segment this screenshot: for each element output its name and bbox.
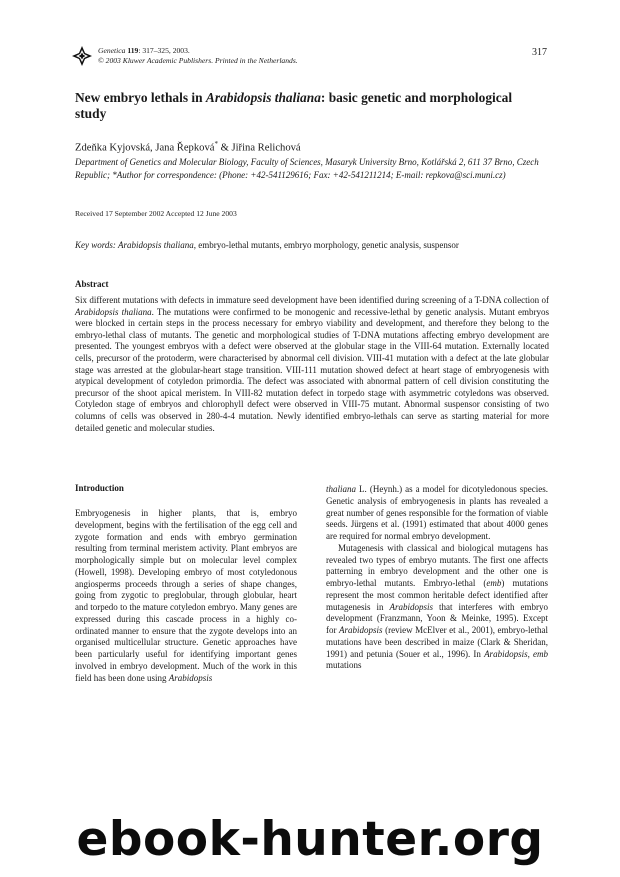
author-list: Zdeňka Kyjovská, Jana Řepková* & Jiřina Relichová <box>75 140 301 154</box>
copyright-line: © 2003 Kluwer Academic Publishers. Printed in the Netherlands. <box>98 56 298 65</box>
journal-citation <box>98 46 190 56</box>
affiliation: Department of Genetics and Molecular Biology, Faculty of Sciences, Masaryk University Brno, Kotlářská 2, 611 37 Brno, Czech Republic; *Author for correspondence: (Phone: +42-541129616; Fax: +42-541211214; E-mail: repkova@sci.muni.cz) <box>75 157 539 180</box>
keywords: Key words: Arabidopsis thaliana, embryo-lethal mutants, embryo morphology, genetic analysis, suspensor <box>75 240 459 250</box>
received-dates: Received 17 September 2002 Accepted 12 June 2003 <box>75 209 237 218</box>
page-number: 317 <box>532 47 547 58</box>
kluwer-logo-icon <box>72 46 92 66</box>
intro-paragraph-1: Embryogenesis in higher plants, that is, embryo development, begins with the fertilisation of the egg cell and zygote formation and ends with embryo germination resulting from terminal meristem activity. Plant embryos are morphologically simple but on molecular level complex (Howell, 1998). Developing embryo of most cotyledonous angiosperms proceeds through a series of shape changes, going from zygotic to preglobular, through globular, heart and torpedo to the mature cotyledon embryo. Many genes are expressed during this cascade process in a highly co-ordinated manner to ensure that the zygote develops into an organised multicellular structure. Genetic approaches have been particularly useful for identifying important genes involved in embryo development. Much of the work in this field has been done using Arabidopsis <box>75 508 297 683</box>
introduction-heading: Introduction <box>75 483 124 493</box>
article-title: New embryo lethals in Arabidopsis thaliana: basic genetic and morphological study <box>75 90 513 121</box>
abstract-heading: Abstract <box>75 279 109 289</box>
journal-volume: 119 <box>127 46 139 55</box>
intro-paragraph-1-cont: thaliana L. (Heynh.) as a model for dicotyledonous species. Genetic analysis of embryogenesis in plants has revealed a great number of genes responsible for the formation of viable seeds. Jürgens et al. (1991) estimated that about 4000 genes are required for normal embryo development. <box>326 484 548 541</box>
intro-paragraph-2: Mutagenesis with classical and biological mutagens has revealed two types of embryo mutants. The first one affects patterning in embryo development and the other one is embryo-lethal mutants. Embryo-lethal (emb) mutations represent the most common heritable defect identified after mutagenesis in Arabidopsis that interferes with embryo development (Franzmann, Yoon & Meinke, 1995). Except for Arabidopsis (review McElver et al., 2001), embryo-lethal mutations have been described in maize (Clark & Sheridan, 1991) and petunia (Souer et al., 1996). In Arabidopsis, emb mutations <box>326 542 549 671</box>
intro-right-column <box>326 484 548 672</box>
journal-name: Genetica <box>98 46 126 55</box>
abstract-text: Six different mutations with defects in immature seed development have been identified during screening of a T-DNA collection of Arabidopsis thaliana. The mutations were confirmed to be monogenic and recessive-lethal by genetic analysis. Mutant embryos were blocked in certain steps in the process necessary for embryo viability and development, and therefore they belong to the embryo-lethal class of mutants. The genetic and morphological studies of T-DNA mutations affecting embryo development are presented. The youngest embryos with a defect were observed at the globular stage in the VIII-64 mutation. Externally located cells, precursor of the protoderm, were characterised by abnormal cell division. VIII-41 mutation with a defect at the late globular stage was arrested at the globular-heart stage transition. VIII-111 mutation showed defect at heart stage of embryogenesis with atypical development of cotyledon primordia. The defect was associated with abnormal pattern of cell division constituting the precursor of the shoot apical meristem. In VIII-82 mutation defect in torpedo stage with asymmetric cotyledons was observed. Cotyledon stage of embryos and chlorophyll defect were observed in VIII-75 mutant. Abnormal suspensor consisting of two columns of cells was observed in 280-4-4 mutation. Newly identified embryo-lethals can serve as starting material for more detailed genetic and molecular studies. <box>75 295 549 433</box>
watermark-text: ebook-hunter.org <box>76 812 544 867</box>
intro-left-column <box>75 508 297 684</box>
journal-pages: : 317–325, 2003. <box>138 46 190 55</box>
